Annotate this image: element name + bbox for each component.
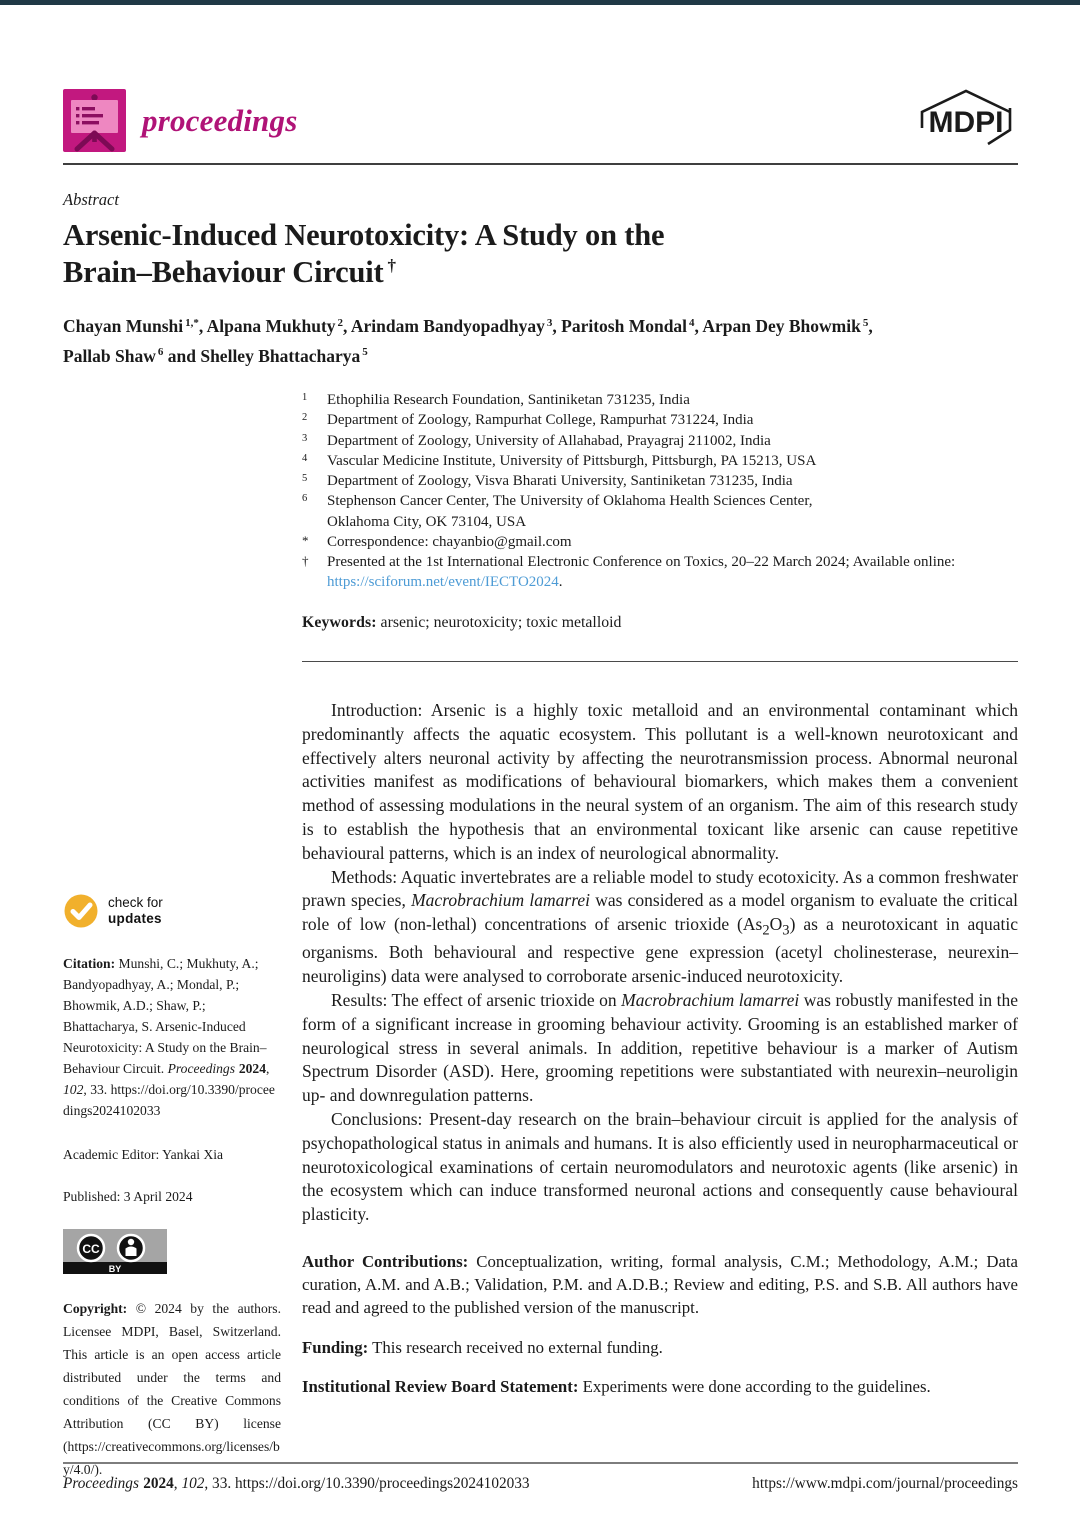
published-label: Published:: [63, 1188, 121, 1204]
keywords-label: Keywords:: [302, 614, 377, 631]
introduction-paragraph: Introduction: Arsenic is a highly toxic metalloid and an environmental contaminant which predominantly affects the aquatic ecosystem. This pollutant is a well-known neurotoxicant and effectively alters neuronal activity by affecting the neurotransmission process. Abnormal neuronal activities manifest as modifications of behavioural biomarkers, which makes them a convenient method of assessing modulations in the neural system of an organism. The aim of this research study is to establish the hypothesis that an environmental toxicant like arsenic can cause repetitive behavioural patterns, which is an index of neurological abnormality.: [302, 700, 1018, 863]
affiliation-text: Department of Zoology, Visva Bharati University, Santiniketan 731235, India: [327, 473, 793, 489]
chemical-subscript: 3: [782, 922, 790, 939]
author-separator: and: [163, 346, 201, 367]
affiliation-row: [302, 491, 1018, 532]
academic-editor-line: [63, 1147, 281, 1163]
author-separator: ,: [552, 316, 562, 337]
footer-doi-link[interactable]: https://doi.org/10.3390/proceedings2024102033: [234, 1475, 530, 1492]
author-separator: ,: [198, 316, 207, 337]
author-separator: ,: [694, 316, 703, 337]
author-name: Arindam Bandyopadhyay: [350, 316, 545, 337]
author-affil-sup: 1,*: [185, 316, 199, 329]
updates-label: updates: [108, 911, 162, 926]
published-date: 3 April 2024: [120, 1188, 193, 1204]
funding-label: Funding:: [302, 1337, 369, 1357]
presented-at-marker: †: [302, 553, 309, 568]
affiliation-text: [327, 491, 1018, 532]
funding-text: This research received no external funding.: [368, 1337, 663, 1357]
footer-volume: 102: [181, 1475, 205, 1492]
check-for-label: check for: [108, 895, 163, 911]
irb-statement: [302, 1376, 1018, 1399]
citation-doi-link[interactable]: https://doi.org/10.3390/proceedings2024102033: [63, 1082, 275, 1119]
citation-block: [63, 953, 281, 1122]
presented-at-period: .: [558, 574, 563, 591]
affiliation-text: Department of Zoology, Rampurhat College, Rampurhat 731224, India: [327, 412, 754, 429]
correspondence-marker: *: [302, 532, 309, 548]
citation-separator: ,: [266, 1061, 270, 1077]
affiliation-number: 5: [302, 473, 308, 484]
journal-homepage-link[interactable]: https://www.mdpi.com/journal/proceedings: [752, 1475, 1018, 1492]
correspondence-text: Correspondence: chayanbio@gmail.com: [327, 533, 572, 550]
section-label: Abstract: [63, 190, 119, 209]
methods-text: O: [769, 914, 783, 935]
results-paragraph: [302, 989, 1018, 1108]
affiliation-text: Vascular Medicine Institute, University of Pittsburgh, Pittsburgh, PA 15213, USA: [327, 452, 817, 469]
affiliation-row: [302, 390, 1018, 410]
title-dagger-marker: †: [387, 256, 396, 276]
author-contributions-label: Author Contributions:: [302, 1252, 469, 1272]
academic-editor-label: Academic Editor:: [63, 1146, 160, 1162]
affiliation-row: [302, 471, 1018, 491]
citation-pages: , 33.: [83, 1082, 111, 1098]
affiliation-number: 2: [302, 412, 308, 424]
copyright-block: [63, 1297, 281, 1482]
backmatter: [302, 1251, 1018, 1399]
citation-volume: 102: [63, 1082, 84, 1098]
author-separator: ,: [868, 316, 873, 337]
title-block: [63, 190, 1018, 372]
window-top-edge: [0, 0, 1080, 5]
footer-separator: ,: [173, 1475, 182, 1492]
methods-paragraph: [302, 866, 1018, 990]
author-list: [63, 312, 1018, 372]
affiliation-text-line2: Oklahoma City, OK 73104, USA: [327, 513, 527, 530]
title-line-1: Arsenic-Induced Neurotoxicity: A Study on the: [63, 218, 665, 252]
author-contributions-text: Conceptualization, writing, formal analysis, C.M.; Methodology, A.M.; Data curation, A.M. and A.B.; Validation, P.M. and A.D.B.; Review and editing, P.S. and S.B. All authors have read and agreed to the published version of the manuscript.: [302, 1252, 1018, 1317]
methods-text: Methods: Aquatic invertebrates are a reliable model to study ecotoxicity. As a common freshwater prawn species,: [302, 866, 1018, 911]
irb-text: Experiments were done according to the guidelines.: [578, 1377, 931, 1397]
citation-journal: Proceedings: [167, 1061, 236, 1077]
academic-editor-name: Yankai Xia: [159, 1146, 224, 1162]
affiliation-row: [302, 451, 1018, 471]
citation-text: Munshi, C.; Mukhuty, A.; Bandyopadhyay, A.; Mondal, P.; Bhowmik, A.D.; Shaw, P.; Bhattacharya, S. Arsenic-Induced Neurotoxicity: A Study on the Brain–Behaviour Circuit.: [63, 956, 267, 1077]
affiliation-list: [302, 390, 1018, 593]
methods-text: was considered as a model organism to evaluate the critical role of low (non-lethal) concentrations of arsenic trioxide (As: [302, 890, 1018, 935]
author-name: Chayan Munshi: [63, 316, 184, 337]
citation-year: 2024: [238, 1061, 267, 1077]
page-footer: [63, 1462, 1018, 1493]
citation-label: Citation:: [63, 956, 116, 971]
footer-year: 2024: [143, 1475, 174, 1492]
footer-citation: [63, 1475, 530, 1493]
affiliation-text: Ethophilia Research Foundation, Santiniketan 731235, India: [327, 392, 690, 408]
footer-pages: , 33.: [204, 1475, 235, 1492]
chemical-subscript: 2: [762, 922, 770, 939]
author-name: Paritosh Mondal: [561, 316, 688, 337]
header-divider: [63, 163, 1018, 165]
affiliation-number: 3: [302, 432, 308, 444]
author-affil-sup: 2: [337, 316, 344, 329]
keywords-line: [302, 614, 1018, 632]
species-name-italic: Macrobrachium lamarrei: [411, 890, 590, 911]
author-affil-sup: 5: [362, 346, 368, 359]
author-name: Shelley Bhattacharya: [200, 346, 361, 367]
author-separator: ,: [343, 316, 351, 337]
presented-at-row: [302, 552, 1018, 593]
abstract-divider: [302, 661, 1018, 662]
affiliation-text: Department of Zoology, University of Allahabad, Prayagraj 211002, India: [327, 432, 771, 449]
by-label: BY: [108, 1263, 122, 1274]
species-name-italic: Macrobrachium lamarrei: [621, 990, 800, 1011]
author-affil-sup: 4: [689, 316, 695, 329]
author-name: Pallab Shaw: [63, 346, 156, 367]
affiliation-text-line1: Stephenson Cancer Center, The University of Oklahoma Health Sciences Center,: [327, 493, 813, 510]
results-text: Results: The effect of arsenic trioxide on: [331, 990, 622, 1011]
author-name: Arpan Dey Bhowmik: [702, 316, 861, 337]
results-text: was robustly manifested in the form of a significant increase in grooming behaviour activity. Grooming is an established marker of neurological stress in several animals. In addition, repetitive behaviour is a marker of Autism Spectrum Disorder (ASD). Here, grooming repetitions were substantiated with neurexin–neuroligin up- and downregulation patterns.: [302, 990, 1018, 1106]
author-name: Alpana Mukhuty: [206, 316, 336, 337]
title-line-2: Brain–Behaviour Circuit: [63, 255, 384, 290]
presented-at-line1: Presented at the 1st International Electronic Conference on Toxics, 20–22 March 2024; Available online:: [327, 554, 956, 570]
journal-wordmark: proceedings: [142, 102, 298, 138]
author-contributions: [302, 1251, 1018, 1320]
check-icon: [63, 893, 99, 929]
author-affil-sup: 5: [862, 316, 869, 329]
conclusions-paragraph: Conclusions: Present-day research on the brain–behaviour circuit is applied for the analysis of psychopathological status in animals and humans. It is also efficiently used in neuropharmaceutical or neurotoxicological examinations of certain neuromodulators and neurotoxic agents (like arsenic) in the ecosystem which can induce transformed neuronal actions and consequently cause behavioural plasticity.: [302, 1109, 1018, 1225]
copyright-text: © 2024 by the authors. Licensee MDPI, Basel, Switzerland. This article is an open access article distributed under the terms and conditions of the Creative Commons Attribution (CC BY) license (https://creativecommons.org/licenses/by/4.0/).: [63, 1300, 281, 1478]
cc-by-license-badge[interactable]: [63, 1229, 167, 1274]
proceedings-logo[interactable]: [63, 89, 126, 152]
affiliation-number: 1: [302, 392, 308, 403]
proceedings-easel-icon: [63, 89, 126, 152]
author-affil-sup: 6: [157, 346, 164, 359]
affiliation-number: 4: [302, 452, 308, 464]
keywords-text: arsenic; neurotoxicity; toxic metalloid: [376, 614, 622, 631]
cc-by-badge-graphic: [63, 1229, 167, 1274]
author-affil-sup: 3: [546, 316, 553, 329]
article-title: [63, 217, 1018, 291]
mdpi-logo[interactable]: [914, 86, 1018, 155]
irb-label: Institutional Review Board Statement:: [302, 1377, 579, 1397]
cc-icon-text: CC: [82, 1241, 100, 1256]
published-line: [63, 1189, 281, 1205]
conference-link[interactable]: https://sciforum.net/event/IECTO2024: [327, 574, 559, 591]
masthead: [63, 86, 1018, 155]
methods-text: ) as a neurotoxicant in aquatic organisms. Both behavioural and respective gene expression (acetyl cholinesterase, neurexin–neuroligins) data were analysed to corroborate arsenic-induced neurotoxicity.: [302, 914, 1018, 987]
check-for-updates-text: [108, 895, 163, 926]
footer-divider: [63, 1462, 1018, 1464]
sidebar: [63, 893, 281, 1481]
correspondence-row: [302, 532, 1018, 552]
affiliation-row: [302, 431, 1018, 451]
affiliation-row: [302, 410, 1018, 430]
check-for-updates-badge[interactable]: [63, 893, 281, 929]
footer-journal: Proceedings: [63, 1475, 139, 1492]
mdpi-wordmark: MDPI: [928, 106, 1004, 139]
copyright-label: Copyright:: [63, 1300, 128, 1316]
funding-statement: [302, 1337, 1018, 1360]
affiliation-number: 6: [302, 493, 308, 505]
abstract-body: [302, 699, 1018, 1399]
mdpi-hexagon-icon: [914, 86, 1018, 150]
presented-at-text: [327, 552, 1018, 593]
